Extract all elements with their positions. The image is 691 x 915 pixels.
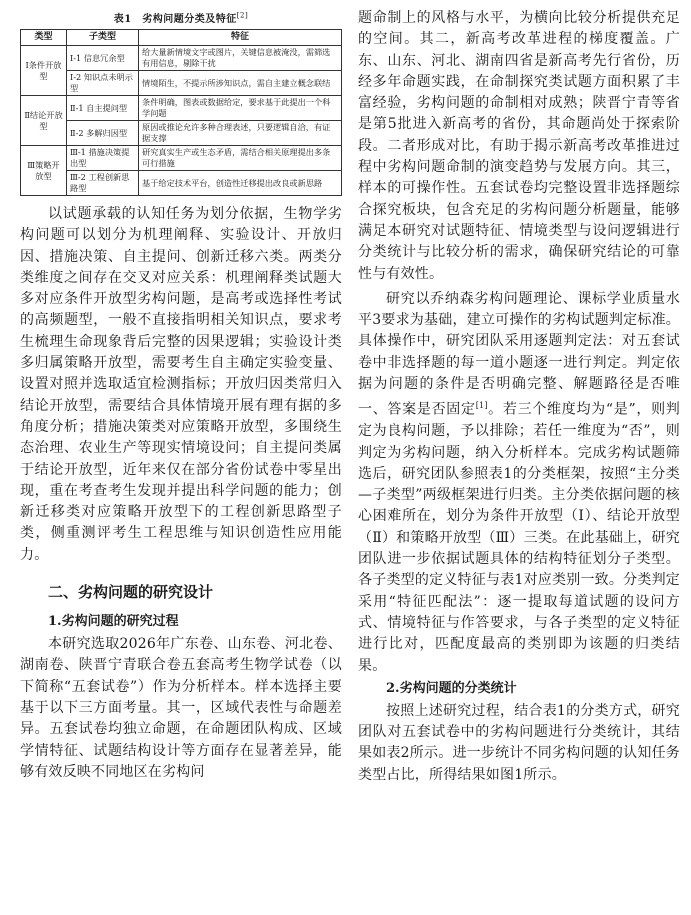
- feature-cell: 情境陌生，不提示所涉知识点，需自主建立概念联结: [139, 71, 342, 96]
- table-header-cell: 子类型: [67, 30, 139, 46]
- subsection-heading: 1.劣构问题的研究过程: [48, 614, 179, 630]
- category-cell: Ⅰ条件开放型: [21, 46, 67, 96]
- subtype-cell: Ⅱ-2 多解归因型: [67, 121, 139, 146]
- section-heading: 二、劣构问题的研究设计: [48, 583, 214, 602]
- table-row: [21, 96, 342, 121]
- table-caption: [20, 10, 342, 25]
- table-header-cell: 特征: [139, 30, 342, 46]
- feature-cell: 条件明确，图表或数据给定，要求基于此提出一个科学问题: [139, 96, 342, 121]
- table-header-cell: 类型: [21, 30, 67, 46]
- table-row: [21, 46, 342, 71]
- subtype-cell: Ⅲ-1 措施决策提出型: [67, 146, 139, 171]
- citation-ref: [1]: [475, 401, 488, 411]
- feature-cell: 基于给定技术平台，创造性迁移提出改良或新思路: [139, 171, 342, 196]
- table-caption-text: 表1 劣构问题分类及特征: [113, 14, 237, 25]
- subtype-cell: Ⅰ-1 信息冗余型: [67, 46, 139, 71]
- paragraph-classification: 以试题承载的认知任务为划分依据，生物学劣构问题可以划分为机理阐释、实验设计、开放归因、措施决策、自主提问、创新迁移六类。两类分类维度之间存在交叉对应关系：机理阐释类试题大多对应条件开放型劣构问题，是高考或选择性考试的高频题型，一般不直接指明相关知识点，要求考生梳理生命现象背后完整的因果逻辑；实验设计类多归属策略开放型，需要考生自主确定实验变量、设置对照并选取适宜检测指标；开放归因类常归入结论开放型，需要结合具体情境开展有理有据的多角度分析；措施决策类对应策略开放型，多围绕生态治理、农业生产等现实情境设问；自主提问类属于结论开放型，近年来仅在部分省份试卷中零星出现，重在考查考生发现并提出科学问题的能力；创新迁移类对应策略开放型下的工程创新思路型子类，侧重测评考生工程思维与知识创造性应用能力。: [20, 206, 342, 563]
- right-column: [358, 0, 680, 786]
- table-caption-ref: [2]: [236, 11, 249, 20]
- subtype-cell: Ⅲ-2 工程创新思路型: [67, 171, 139, 196]
- feature-cell: 给大量新情境文字或图片，关键信息被淹没，需筛选有用信息，剔除干扰: [139, 46, 342, 71]
- paragraph-judgement-method: [358, 289, 680, 677]
- subtype-cell: Ⅰ-2 知识点未明示型: [67, 71, 139, 96]
- table-row: [21, 171, 342, 196]
- category-cell: Ⅱ结论开放型: [21, 96, 67, 146]
- table-row: [21, 71, 342, 96]
- classification-table: [20, 29, 342, 196]
- left-column: [20, 0, 342, 783]
- judgement-text-a: 研究以乔纳森劣构问题理论、课标学业质量水平3要求为基础，建立可操作的劣构试题判定标准。具体操作中，研究团队采用逐题判定法：对五套试卷中非选择题的每一道小题逐一进行判定。判定依据为问题的条件是否明确完整、解题路径是否唯一、答案是否固定: [358, 290, 680, 418]
- feature-cell: 研究真实生产或生态矛盾，需结合相关原理提出多条可行措施: [139, 146, 342, 171]
- subsection-heading: 2.劣构问题的分类统计: [386, 680, 517, 696]
- feature-cell: 原因或推论允许多种合理表述，只要逻辑自洽，有证据支撑: [139, 121, 342, 146]
- judgement-text-b: 。若三个维度均为“是”，则判定为良构问题，予以排除；若任一维度为“否”，则判定为劣构问题，纳入分析样本。完成劣构试题筛选后，研究团队参照表1的分类框架，按照“主分类—子类型”两级框架进行归类。主分类依据问题的核心困难所在，划分为条件开放型（Ⅰ）、结论开放型（Ⅱ）和策略开放型（Ⅲ）三类。在此基础上，研究团队进一步依据试题具体的结构特征划分子类型。各子类型的定义特征与表1对应类别一致。分类判定采用“特征匹配法”：逐一提取每道试题的设问方式、情境特征与作答要求，与各子类型的定义特征进行比对，匹配度最高的类别即为该题的归类结果。: [358, 402, 680, 674]
- paragraph-statistics: 按照上述研究过程，结合表1的分类方式，研究团队对五套试卷中的劣构问题进行分类统计，其结果如表2所示。进一步统计不同劣构问题的认知任务类型占比，所得结果如图1所示。: [358, 702, 680, 783]
- category-cell: Ⅲ策略开放型: [21, 146, 67, 196]
- table-row: [21, 146, 342, 171]
- table-row: [21, 121, 342, 146]
- paragraph-sample-selection-continued: 题命制上的风格与水平，为横向比较分析提供充足的空间。其二，新高考改革进程的梯度覆盖。广东、山东、河北、湖南四省是新高考先行省份，历经多年命题实践，在命制探究类试题方面积累了丰富经验，劣构问题的命制相对成熟；陕晋宁青等省是第5批进入新高考的省份，其命题尚处于探索阶段。二者形成对比，有助于揭示新高考改革推进过程中劣构问题命制的演变趋势与发展方向。其三，样本的可操作性。五套试卷均完整设置非选择题综合探究板块，包含充足的劣构问题分析题量，能够满足本研究对试题特征、情境类型与设问逻辑进行分类统计与比较分析的需求，确保研究结论的可靠性与有效性。: [358, 10, 680, 282]
- subtype-cell: Ⅱ-1 自主提问型: [67, 96, 139, 121]
- paragraph-sample-selection: 本研究选取2026年广东卷、山东卷、河北卷、湖南卷、陕晋宁青联合卷五套高考生物学试卷（以下简称“五套试卷”）作为分析样本。样本选择主要基于以下三方面考量。其一，区域代表性与命题差异。五套试卷均独立命题，在命题团队构成、区域学情特征、试题结构设计等方面存在显著差异，能够有效反映不同地区在劣构问: [20, 636, 342, 780]
- table-header-row: [21, 30, 342, 46]
